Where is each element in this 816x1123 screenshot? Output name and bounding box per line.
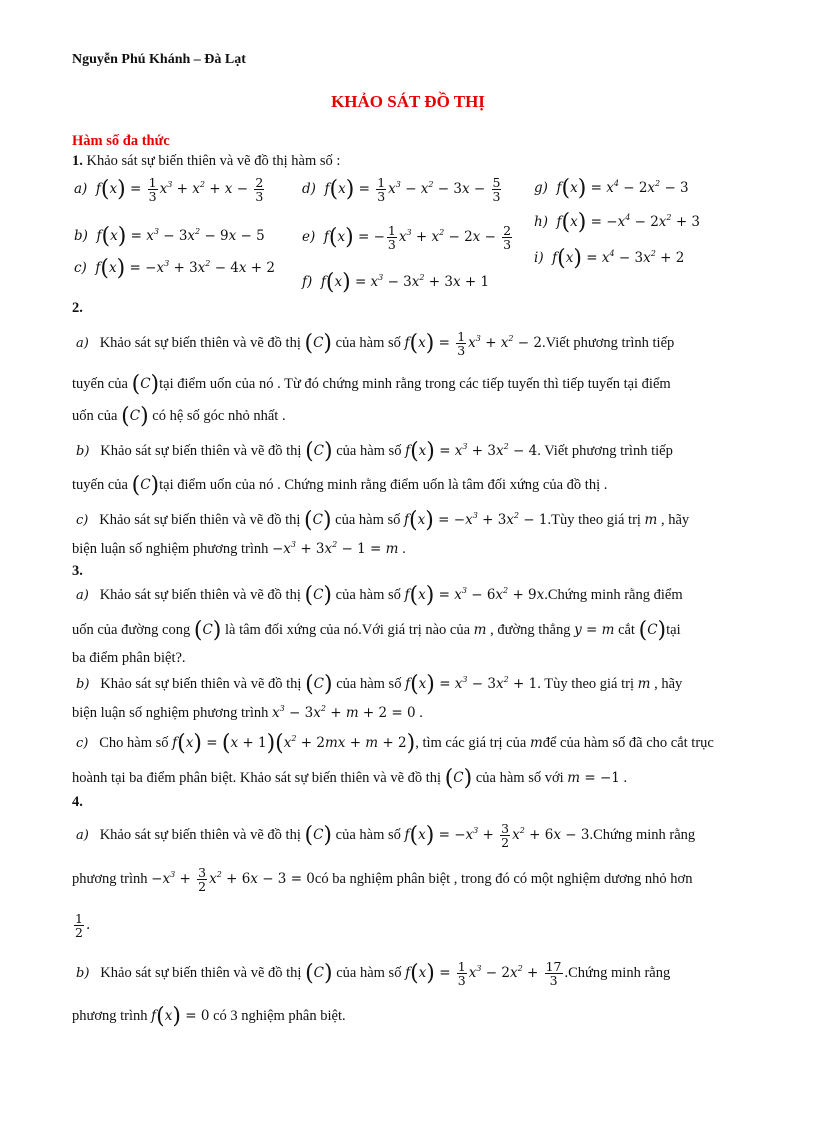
problem-3c-line1: c) Cho hàm số $f(x) = (x + 1)(x^2 + 2mx + m + 2)$, tìm các giá trị của mđể của hàm số đã cho cắt trục xyxy=(76,731,714,756)
formula-1g: g) $f(x) = x^4 - 2x^2 - 3$ xyxy=(534,176,689,201)
formula-1e: e) f(x) = − $\frac{1}{3}$ $x^3 + x^2 - 2x$ − $\frac{2}{3}$ xyxy=(302,223,512,253)
problem-1-text: Khảo sát sự biến thiên và vẽ đồ thị hàm số : xyxy=(86,153,341,169)
problem-3a-line2: uốn của đường cong (C) là tâm đối xứng của nó.Với giá trị nào của m , đường thẳng y = m cắt (C)tại xyxy=(72,618,681,643)
problem-3-number: 3. xyxy=(72,563,83,579)
problem-2a-line2: tuyến của (C)tại điểm uốn của nó . Từ đó chứng minh rằng trong các tiếp tuyến thì tiếp tuyến tại điểm xyxy=(72,372,671,397)
formula-1f: f) $f(x) = x^3 - 3x^2 + 3x + 1$ xyxy=(302,270,490,295)
problem-4b-line1: b) Khảo sát sự biến thiên và vẽ đồ thị (C) của hàm số f(x) = $\frac{1}{3}$ $x^3 - 2x^2$ + $\frac{17}{3}$ .Chứng minh rằng xyxy=(76,959,671,989)
problem-4-number: 4. xyxy=(72,794,83,810)
problem-3b-line2: biện luận số nghiệm phương trình $x^3 - 3x^2 + m + 2 = 0$ . xyxy=(72,704,423,721)
problem-4a-line2: phương trình $-x^3$ + $\frac{3}{2}$ $x^2 + 6x - 3$ = 0có ba nghiệm phân biệt , trong đó có một nghiệm dương nhỏ hơn xyxy=(72,865,693,895)
page-title: KHẢO SÁT ĐỒ THỊ xyxy=(331,92,485,111)
formula-1d: d) f(x) = $\frac{1}{3}$ $x^3 - x^2 - 3x$ − $\frac{5}{3}$ xyxy=(302,175,501,205)
formula-1i: i) $f(x) = x^4 - 3x^2 + 2$ xyxy=(534,246,685,271)
formula-1a: a) f(x) = $\frac{1}{3}$ $x^3 + x^2 + x$ − $\frac{2}{3}$ xyxy=(74,175,264,205)
problem-2c-line1: c) Khảo sát sự biến thiên và vẽ đồ thị (C) của hàm số $f(x) = -x^3 + 3x^2$ − 1.Tùy theo giá trị m , hãy xyxy=(76,508,690,533)
problem-3a-line3: ba điểm phân biệt?. xyxy=(72,650,186,666)
problem-3a-line1: a) Khảo sát sự biến thiên và vẽ đồ thị (C) của hàm số $f(x) = x^3 - 6x^2$ + 9x.Chứng minh rằng điểm xyxy=(76,583,683,608)
problem-2a-line1: a) Khảo sát sự biến thiên và vẽ đồ thị (C) của hàm số f(x) = $\frac{1}{3}$ $x^3 + x^2$ − 2.Viết phương trình tiếp xyxy=(76,329,675,359)
section-heading: Hàm số đa thức xyxy=(72,133,170,149)
formula-1b: b) $f(x) = x^3 - 3x^2 - 9x - 5$ xyxy=(74,224,265,249)
formula-1h: h) $f(x) = -x^4 - 2x^2 + 3$ xyxy=(534,210,701,235)
problem-2-number: 2. xyxy=(72,300,83,316)
problem-2c-line2: biện luận số nghiệm phương trình $-x^3 + 3x^2 - 1 = m$ . xyxy=(72,540,406,557)
formula-1c: c) $f(x) = -x^3 + 3x^2 - 4x + 2$ xyxy=(74,256,275,281)
problem-2b-line1: b) Khảo sát sự biến thiên và vẽ đồ thị (C) của hàm số $f(x) = x^3 + 3x^2 - 4$. Viết phương trình tiếp xyxy=(76,439,673,464)
problem-4a-line1: a) Khảo sát sự biến thiên và vẽ đồ thị (C) của hàm số $f(x) = -x^3$ + $\frac{3}{2}$ $x^2 + 6x$ − 3.Chứng minh rằng xyxy=(76,821,696,851)
problem-3c-line2: hoành tại ba điểm phân biệt. Khảo sát sự biến thiên và vẽ đồ thị (C) của hàm số với m = −1 . xyxy=(72,766,628,791)
problem-1-number: 1. xyxy=(72,153,83,169)
author-line: Nguyễn Phú Khánh – Đà Lạt xyxy=(72,52,246,67)
problem-4b-line2: phương trình f(x) = 0 có 3 nghiệm phân biệt. xyxy=(72,1004,346,1029)
problem-2a-line3: uốn của (C) có hệ số góc nhỏ nhất . xyxy=(72,404,286,429)
problem-1-intro xyxy=(72,153,340,170)
problem-3b-line1: b) Khảo sát sự biến thiên và vẽ đồ thị (C) của hàm số $f(x) = x^3 - 3x^2 + 1$. Tùy theo giá trị m , hãy xyxy=(76,672,683,697)
fraction-one-half: $\frac{1}{2}$ . xyxy=(75,911,91,941)
problem-2b-line2: tuyến của (C)tại điểm uốn của nó . Chứng minh rằng điểm uốn là tâm đối xứng của đồ thị . xyxy=(72,473,608,498)
